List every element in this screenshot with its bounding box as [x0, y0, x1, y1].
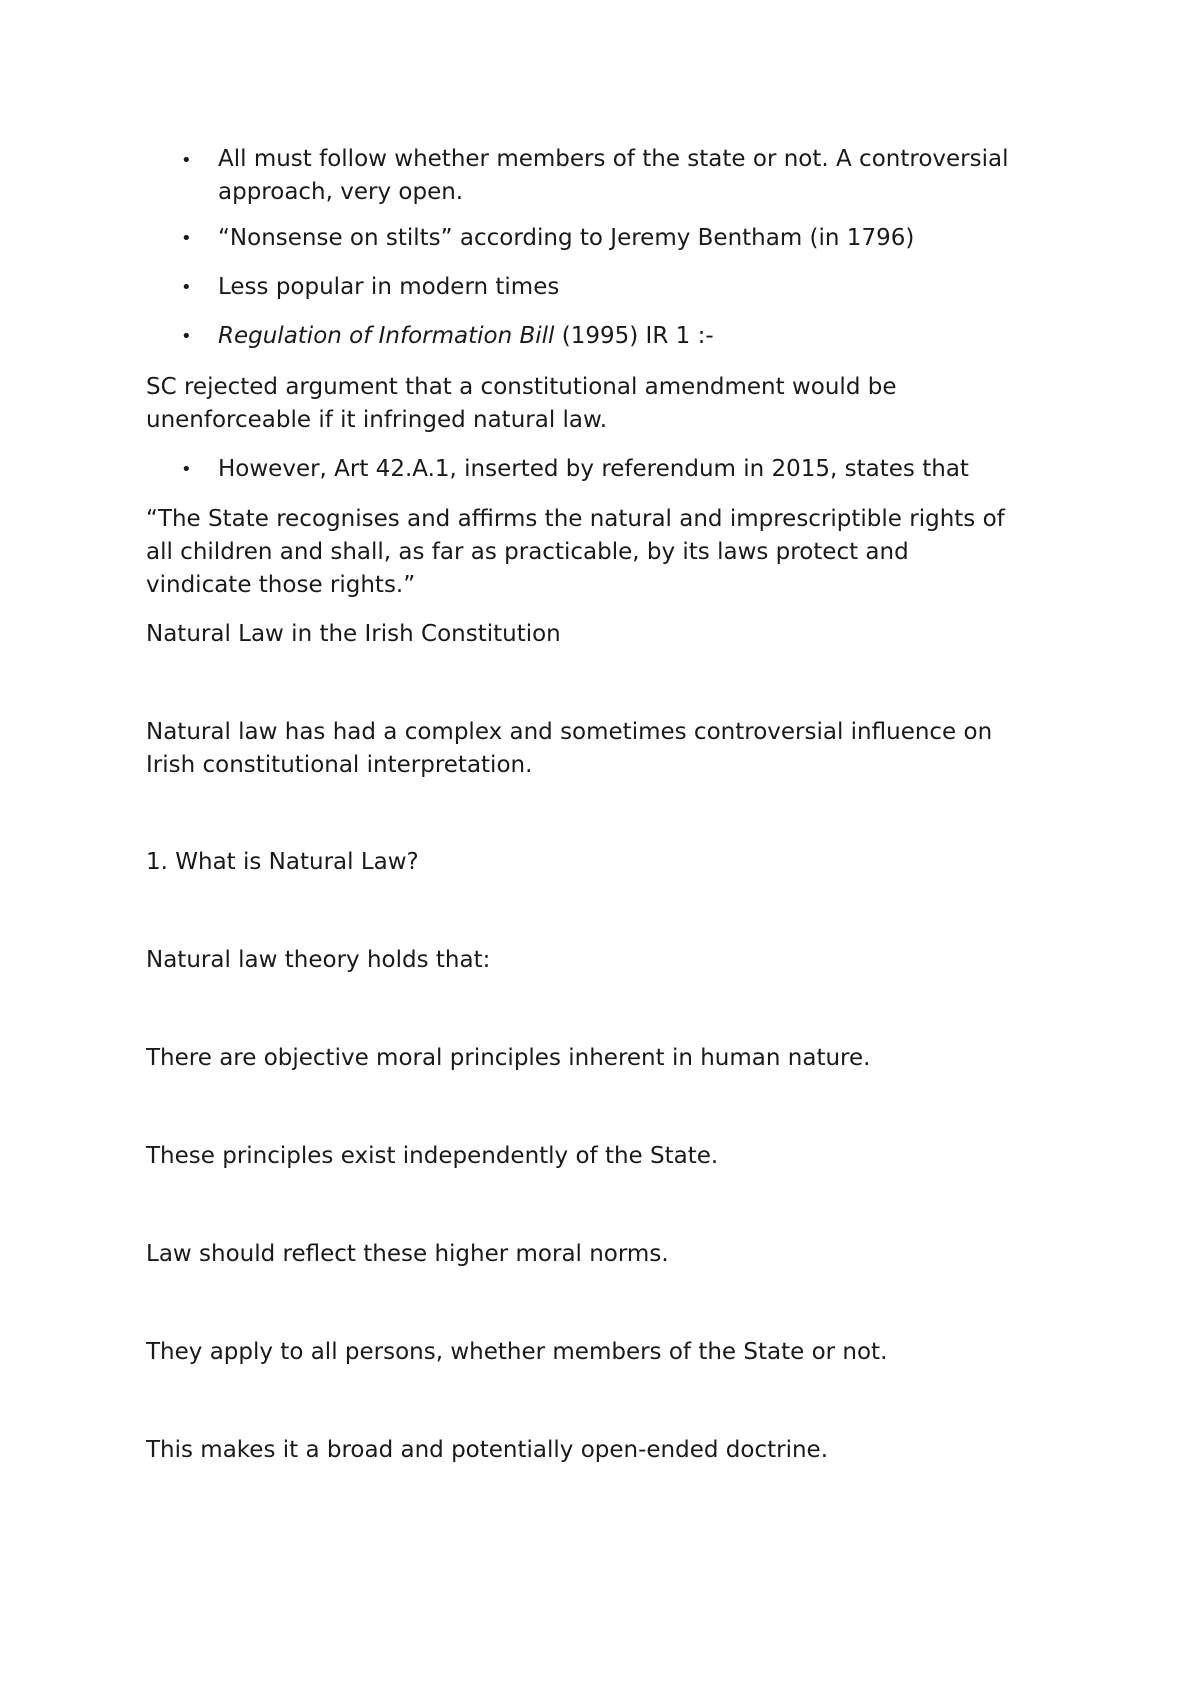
list-item: Law should reflect these higher moral norms. — [146, 1241, 669, 1267]
paragraph-line: Natural law has had a complex and sometimes controversial influence on — [146, 719, 993, 745]
bullet-marker: • — [181, 150, 192, 171]
list-item: This makes it a broad and potentially open-ended doctrine. — [146, 1437, 829, 1463]
bullet-marker: • — [181, 277, 192, 298]
bullet-text-line: Less popular in modern times — [218, 274, 560, 300]
paragraph-line: unenforceable if it infringed natural law. — [146, 407, 608, 433]
case-citation-rest: (1995) IR 1 :- — [554, 323, 714, 349]
bullet-marker: • — [181, 228, 192, 249]
section-heading: Natural Law in the Irish Constitution — [146, 621, 561, 647]
bullet-text-line: However, Art 42.A.1, inserted by referendum in 2015, states that — [218, 456, 969, 482]
case-citation — [218, 320, 714, 353]
quote-line: vindicate those rights.” — [146, 572, 416, 598]
paragraph-line: SC rejected argument that a constitutional amendment would be — [146, 374, 897, 400]
bullet-text-line: All must follow whether members of the state or not. A controversial — [218, 146, 1009, 172]
paragraph-line: Natural law theory holds that: — [146, 947, 491, 973]
bullet-text-line: “Nonsense on stilts” according to Jeremy Bentham (in 1796) — [218, 225, 915, 251]
quote-line: “The State recognises and affirms the natural and imprescriptible rights of — [146, 506, 1005, 532]
bullet-marker: • — [181, 326, 192, 347]
list-item: They apply to all persons, whether members of the State or not. — [146, 1339, 888, 1365]
section-title: 1. What is Natural Law? — [146, 849, 419, 875]
case-title: Regulation of Information Bill — [218, 323, 555, 349]
quote-line: all children and shall, as far as practicable, by its laws protect and — [146, 539, 909, 565]
bullet-marker: • — [181, 459, 192, 480]
list-item: These principles exist independently of the State. — [146, 1143, 719, 1169]
paragraph-line: Irish constitutional interpretation. — [146, 752, 533, 778]
bullet-text-line: approach, very open. — [218, 179, 464, 205]
list-item: There are objective moral principles inherent in human nature. — [146, 1045, 871, 1071]
